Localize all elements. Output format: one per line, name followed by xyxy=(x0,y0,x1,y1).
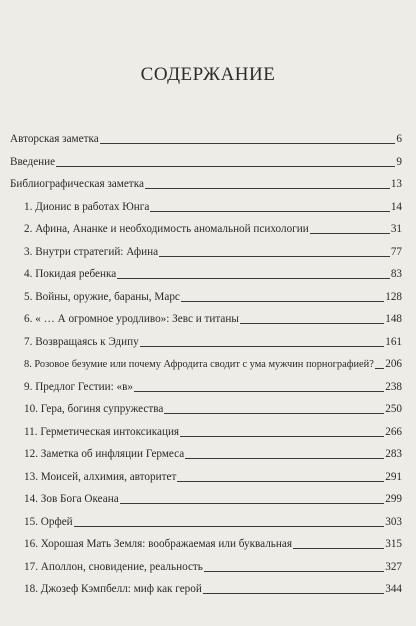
toc-entry-label: 4. Покидая ребенка xyxy=(24,268,117,280)
toc-entry-label: Библиографическая заметка xyxy=(10,178,144,190)
leader-line xyxy=(375,368,384,369)
leader-line xyxy=(180,436,384,437)
toc-entry-label: 8. Розовое безумие или почему Афродита сводит с ума мужчин порнографией? xyxy=(24,359,374,370)
toc-entry-page-number: 9 xyxy=(396,155,402,168)
toc-entry xyxy=(24,290,402,304)
toc-entry-label: 5. Войны, оружие, бараны, Марс xyxy=(24,290,180,303)
leader-line xyxy=(56,166,395,167)
toc-entry-page-number: 327 xyxy=(385,560,402,573)
toc-entry-page-number: 128 xyxy=(385,290,402,303)
toc-entry-label: 15. Орфей xyxy=(24,515,73,528)
toc-entry xyxy=(24,267,402,281)
toc-entry xyxy=(24,335,402,349)
toc-entry-label: 7. Возвращаясь к Эдипу xyxy=(24,335,139,348)
toc-entry-page-number: 291 xyxy=(385,470,402,483)
leader-line xyxy=(164,413,384,414)
toc-entry xyxy=(10,132,402,146)
toc-entry-page-number: 77 xyxy=(390,245,402,258)
toc-entry-label: 9. Предлог Гестии: «в» xyxy=(24,380,133,393)
leader-line xyxy=(100,143,396,144)
leader-line xyxy=(117,278,390,279)
toc-entry-label: 1. Дионис в работах Юнга xyxy=(24,200,150,213)
page-title: СОДЕРЖАНИЕ xyxy=(140,64,276,85)
toc-entry-label: 18. Джозеф Кэмпбелл: миф как герой xyxy=(24,583,202,595)
toc-entry xyxy=(24,222,402,236)
toc-entry-label: 17. Аполлон, сновидение, реальность xyxy=(24,560,203,573)
toc-entry xyxy=(24,312,402,326)
toc-entry-page-number: 266 xyxy=(385,425,402,438)
toc-entry xyxy=(24,380,402,394)
toc-entry-page-number: 344 xyxy=(385,583,402,595)
leader-line xyxy=(240,323,384,324)
leader-line xyxy=(134,391,384,392)
toc-entry-page-number: 250 xyxy=(385,403,402,415)
leader-line xyxy=(310,233,390,234)
leader-line xyxy=(145,188,390,189)
toc-entry xyxy=(10,177,402,191)
leader-line xyxy=(159,256,390,257)
toc-entry xyxy=(24,515,402,529)
leader-line xyxy=(181,301,384,302)
toc-entry-page-number: 238 xyxy=(385,380,402,393)
toc-entry xyxy=(24,402,402,416)
toc-entry xyxy=(24,357,402,371)
toc-entry-page-number: 299 xyxy=(385,493,402,505)
toc-entry-label: Авторская заметка xyxy=(10,133,99,145)
toc-entry-page-number: 6 xyxy=(396,133,402,145)
toc-entry xyxy=(10,155,402,169)
toc-entry-page-number: 315 xyxy=(385,538,402,550)
toc-entry-label: 10. Гера, богиня супружества xyxy=(24,403,164,415)
toc-entry-label: Введение xyxy=(10,155,56,168)
toc-entry-label: 14. Зов Бога Океана xyxy=(24,493,119,505)
leader-line xyxy=(204,571,384,572)
toc-entry-label: 6. « … А огромное уродливо»: Зевс и титаны xyxy=(24,313,239,325)
toc-entry xyxy=(24,537,402,551)
toc-entry xyxy=(24,447,402,461)
toc-entry-page-number: 13 xyxy=(390,178,402,190)
leader-line xyxy=(185,458,384,459)
toc-entry-label: 11. Герметическая интоксикация xyxy=(24,425,180,438)
toc-entry-page-number: 161 xyxy=(385,335,402,348)
toc-entry xyxy=(24,245,402,259)
leader-line xyxy=(293,548,384,549)
toc-entry-page-number: 83 xyxy=(390,268,402,280)
toc-entry xyxy=(24,200,402,214)
toc-entry-label: 13. Моисей, алхимия, авторитет xyxy=(24,470,177,483)
toc-entry xyxy=(24,425,402,439)
toc-entry-label: 2. Афина, Ананке и необходимость аномальной психологии xyxy=(24,223,309,235)
toc-entry-label: 16. Хорошая Мать Земля: воображаемая или буквальная xyxy=(24,538,293,550)
toc-entry xyxy=(24,492,402,506)
leader-line xyxy=(74,526,385,527)
toc-entry-page-number: 31 xyxy=(390,223,402,235)
toc-entry-page-number: 206 xyxy=(385,358,402,370)
leader-line xyxy=(203,593,384,594)
toc-entry-page-number: 283 xyxy=(385,448,402,460)
leader-line xyxy=(140,346,385,347)
toc-entry-page-number: 303 xyxy=(385,515,402,528)
toc-entry-label: 3. Внутри стратегий: Афина xyxy=(24,245,159,258)
leader-line xyxy=(120,503,385,504)
leader-line xyxy=(150,211,389,212)
toc-entry xyxy=(24,582,402,596)
toc-entry xyxy=(24,470,402,484)
toc-entry-page-number: 14 xyxy=(390,200,402,213)
toc-entry xyxy=(24,560,402,574)
toc-entry-page-number: 148 xyxy=(385,313,402,325)
toc-entry-label: 12. Заметка об инфляции Гермеса xyxy=(24,448,185,460)
leader-line xyxy=(177,481,384,482)
